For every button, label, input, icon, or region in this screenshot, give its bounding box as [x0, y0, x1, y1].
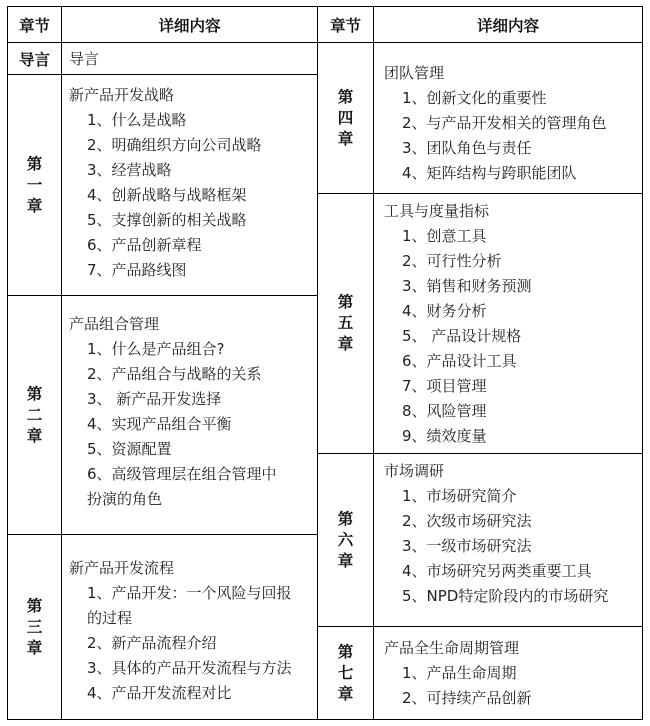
list-item: 1、创意工具: [402, 227, 487, 245]
list-item: 5、NPD特定阶段内的市场研究: [402, 587, 609, 605]
list-item: 3、销售和财务预测: [402, 277, 532, 295]
chapter-char: 章: [26, 196, 43, 215]
list-item: 2、次级市场研究法: [402, 512, 532, 530]
chapter-6: [318, 454, 373, 626]
list-item: 4、创新战略与战略框架: [87, 186, 247, 204]
chapter-char: 第: [337, 87, 354, 106]
list-item: 3、具体的产品开发流程与方法: [87, 659, 292, 677]
chapter-3: [8, 535, 61, 719]
section-title: 工具与度量指标: [384, 202, 490, 220]
section-title: 新产品开发战略: [69, 86, 175, 104]
chapter-char: 四: [337, 108, 354, 127]
list-item: 2、可行性分析: [402, 252, 502, 270]
chapter-char: 章: [337, 684, 354, 703]
section-title: 产品组合管理: [69, 315, 160, 333]
chapter-intro: 导言: [18, 50, 50, 69]
chapter-char: 章: [26, 426, 43, 445]
syllabus-table: [7, 6, 643, 720]
list-item: 7、产品路线图: [87, 261, 187, 279]
chapter-char: 第: [26, 596, 43, 615]
list-item-continued: 扮演的角色: [87, 490, 163, 508]
list-item: 1、产品开发：一个风险与回报: [87, 584, 292, 602]
list-item: 1、创新文化的重要性: [402, 89, 547, 107]
chapter-char: 六: [337, 530, 354, 549]
chapter-char: 一: [26, 175, 43, 194]
chapter-6-content: [384, 459, 608, 609]
list-item: 2、明确组织方向公司战略: [87, 136, 262, 154]
section-title: 产品全生命周期管理: [384, 639, 520, 657]
list-item: 6、产品创新章程: [87, 236, 202, 254]
header-chapter: 章节: [18, 16, 50, 35]
list-item: 5、 产品设计规格: [402, 327, 522, 345]
header-chapter: 章节: [329, 16, 361, 35]
list-item: 1、什么是战略: [87, 111, 187, 129]
list-item: 4、市场研究另两类重要工具: [402, 562, 592, 580]
list-item: 5、资源配置: [87, 440, 172, 458]
chapter-7-content: [384, 636, 532, 711]
chapter-char: 第: [26, 154, 43, 173]
list-item: 4、财务分析: [402, 302, 487, 320]
section-title: 团队管理: [384, 64, 445, 82]
list-item: 4、产品开发流程对比: [87, 684, 232, 702]
list-item: 3、一级市场研究法: [402, 537, 532, 555]
chapter-char: 章: [337, 551, 354, 570]
chapter-2: [8, 296, 61, 534]
chapter-char: 第: [337, 642, 354, 661]
list-item-continued: 的过程: [87, 609, 133, 627]
section-title: 市场调研: [384, 462, 445, 480]
list-item: 2、产品组合与战略的关系: [87, 365, 262, 383]
list-item: 9、绩效度量: [402, 427, 487, 445]
chapter-char: 三: [26, 617, 43, 636]
header-content: 详细内容: [476, 16, 539, 35]
divider: [61, 7, 62, 719]
list-item: 4、实现产品组合平衡: [87, 415, 232, 433]
chapter-char: 五: [337, 314, 354, 332]
chapter-char: 七: [337, 663, 354, 682]
chapter-7: [318, 627, 373, 719]
chapter-1: [8, 75, 61, 295]
list-item: 7、项目管理: [402, 377, 487, 395]
header-content: 详细内容: [158, 16, 221, 35]
chapter-5-content: [384, 199, 532, 449]
section-title: 新产品开发流程: [69, 559, 175, 577]
chapter-4: [318, 43, 373, 193]
list-item: 4、矩阵结构与跨职能团队: [402, 164, 577, 182]
chapter-char: 第: [26, 384, 43, 403]
list-item: 8、风险管理: [402, 402, 487, 420]
list-item: 3、 新产品开发选择: [87, 390, 222, 408]
chapter-char: 第: [337, 509, 354, 528]
chapter-char: 章: [337, 335, 354, 353]
list-item: 1、什么是产品组合?: [87, 340, 225, 358]
list-item: 6、高级管理层在组合管理中: [87, 465, 277, 483]
list-item: 2、可持续产品创新: [402, 689, 532, 707]
intro-content: 导言: [69, 50, 100, 68]
list-item: 2、与产品开发相关的管理角色: [402, 114, 607, 132]
chapter-char: 二: [26, 405, 43, 424]
chapter-char: 章: [337, 129, 354, 148]
list-item: 3、团队角色与责任: [402, 139, 532, 157]
list-item: 1、产品生命周期: [402, 664, 517, 682]
chapter-4-content: [384, 61, 607, 186]
list-item: 1、市场研究简介: [402, 487, 517, 505]
chapter-2-content: [69, 312, 277, 512]
chapter-3-content: [69, 556, 292, 706]
list-item: 5、支撑创新的相关战略: [87, 211, 247, 229]
chapter-char: 章: [26, 638, 43, 657]
list-item: 3、经营战略: [87, 161, 172, 179]
chapter-1-content: [69, 83, 262, 283]
list-item: 2、新产品流程介绍: [87, 634, 217, 652]
divider: [373, 7, 374, 719]
chapter-char: 第: [337, 293, 354, 311]
chapter-5: [318, 194, 373, 453]
list-item: 6、产品设计工具: [402, 352, 517, 370]
